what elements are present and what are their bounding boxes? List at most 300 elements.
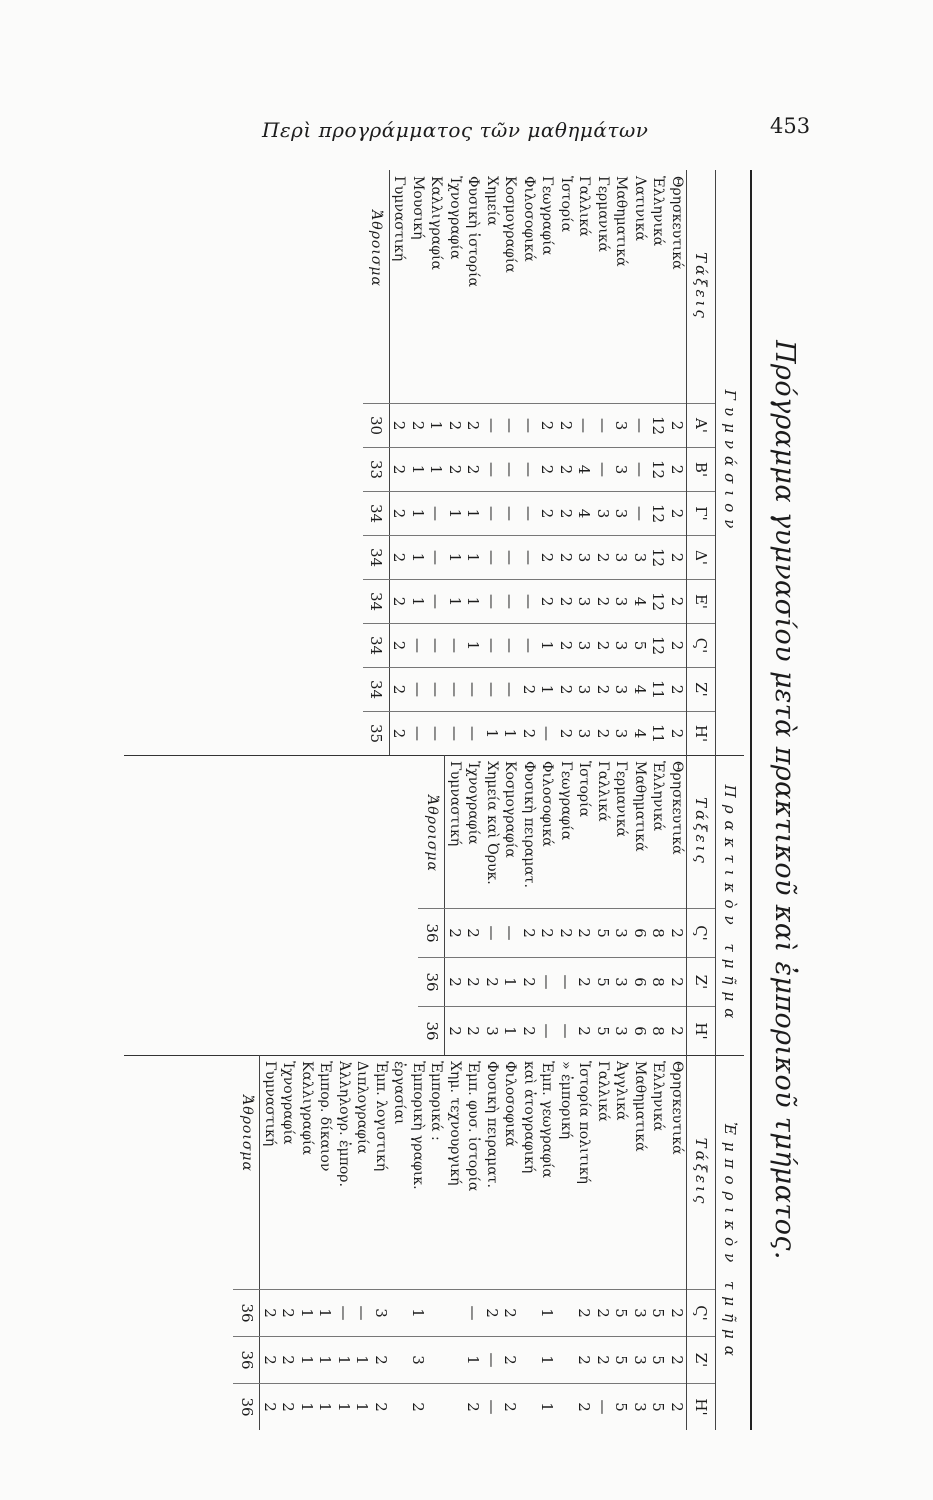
hours-cell: 2: [445, 958, 464, 1007]
hours-cell: [520, 1337, 539, 1384]
hours-cell: 2: [557, 492, 576, 536]
hours-cell: 2: [390, 580, 409, 624]
subject-cell: καὶ ἀτογραφική: [521, 1061, 537, 1174]
total-cell: 34: [363, 580, 390, 624]
subject-cell: Ἱστορία: [558, 176, 574, 233]
table-row: [668, 170, 687, 755]
hours-cell: 12: [649, 580, 668, 624]
hours-cell: 2: [501, 1337, 520, 1384]
hours-cell: 2: [557, 624, 576, 668]
hours-cell: 3: [575, 712, 594, 756]
hours-cell: —: [520, 624, 539, 668]
hours-cell: 2: [390, 668, 409, 712]
hours-cell: 1: [335, 1337, 354, 1384]
hours-cell: 3: [631, 536, 650, 580]
table-row: [575, 755, 594, 1055]
hours-cell: 2: [372, 1384, 391, 1431]
hours-cell: 2: [557, 536, 576, 580]
hours-cell: 1: [538, 1290, 557, 1337]
table-row: [501, 1055, 520, 1430]
hours-cell: 1: [316, 1337, 335, 1384]
hours-cell: 2: [575, 1337, 594, 1384]
hours-cell: 2: [464, 958, 483, 1007]
table-row: [427, 1055, 446, 1430]
hours-cell: 4: [631, 580, 650, 624]
hours-cell: —: [464, 668, 483, 712]
hours-cell: 5: [649, 1290, 668, 1337]
hours-cell: 8: [649, 1007, 668, 1056]
hours-cell: 1: [446, 536, 465, 580]
column-header: Η': [687, 1007, 716, 1056]
hours-cell: 3: [483, 1007, 502, 1056]
hours-cell: 1: [538, 1337, 557, 1384]
hours-cell: 1: [464, 624, 483, 668]
table-row: [557, 1055, 576, 1430]
column-header: Ζ': [687, 958, 716, 1007]
hours-cell: 2: [446, 448, 465, 492]
hours-cell: 2: [260, 1337, 279, 1384]
subject-cell: Ἱστορία πολιτική: [576, 1061, 593, 1184]
hours-cell: 3: [575, 624, 594, 668]
hours-cell: 11: [649, 712, 668, 756]
hours-cell: 12: [649, 536, 668, 580]
subject-cell: Γεωγραφία: [558, 761, 574, 841]
hours-cell: 6: [631, 909, 650, 958]
subject-cell: Ἀγγλικά: [613, 1061, 630, 1121]
hours-cell: 2: [594, 536, 613, 580]
hours-cell: 1: [464, 1337, 483, 1384]
subject-cell: Γερμανικά: [613, 761, 630, 837]
table-header-row: [687, 755, 716, 1055]
table-row: [575, 1055, 594, 1430]
subject-cell: Γεωγραφία: [539, 176, 556, 256]
hours-cell: 4: [631, 668, 650, 712]
table-row: [279, 1055, 298, 1430]
subject-cell: Φυσικὴ πειραματ.: [484, 1061, 500, 1188]
hours-cell: —: [427, 536, 446, 580]
hours-cell: 1: [538, 668, 557, 712]
table-row: [501, 755, 520, 1055]
hours-cell: 1: [316, 1384, 335, 1431]
table-row: [298, 1055, 317, 1430]
hours-cell: —: [538, 1007, 557, 1056]
subject-cell: ἐργασίαι: [391, 1061, 408, 1125]
subject-cell: Φιλοσοφικά: [502, 1061, 519, 1147]
hours-cell: 3: [575, 536, 594, 580]
hours-cell: 1: [464, 492, 483, 536]
hours-cell: 2: [501, 1290, 520, 1337]
hours-cell: 2: [668, 1384, 687, 1431]
table-header-row: [687, 170, 716, 755]
table-row: [631, 170, 650, 755]
subject-cell: » ἐμπορική: [558, 1061, 574, 1140]
hours-cell: 1: [446, 580, 465, 624]
subject-cell: Κοσμογραφία: [502, 176, 519, 273]
hours-cell: 3: [575, 580, 594, 624]
hours-cell: 3: [612, 712, 631, 756]
commercial-section: [124, 1055, 744, 1430]
hours-cell: 5: [612, 1384, 631, 1431]
hours-cell: 2: [557, 668, 576, 712]
hours-cell: 8: [649, 909, 668, 958]
hours-cell: 2: [464, 404, 483, 448]
subject-cell: Διπλογραφία: [354, 1061, 371, 1154]
hours-cell: 2: [390, 404, 409, 448]
hours-cell: 2: [557, 580, 576, 624]
commercial-table: [234, 1055, 716, 1430]
total-cell: 36: [234, 1337, 261, 1384]
hours-cell: [520, 1290, 539, 1337]
hours-cell: 2: [538, 448, 557, 492]
hours-cell: 2: [594, 1337, 613, 1384]
hours-cell: [520, 1384, 539, 1431]
hours-cell: 2: [538, 909, 557, 958]
hours-cell: 5: [594, 1007, 613, 1056]
hours-cell: —: [483, 668, 502, 712]
subject-cell: Φιλοσοφικά: [521, 176, 537, 262]
hours-cell: 2: [445, 909, 464, 958]
column-header: Ε': [687, 580, 716, 624]
hours-cell: —: [594, 404, 613, 448]
hours-cell: 5: [631, 624, 650, 668]
hours-cell: 1: [298, 1384, 317, 1431]
subject-cell: Φιλοσοφικά: [539, 761, 556, 847]
hours-cell: 1: [316, 1290, 335, 1337]
hours-cell: —: [520, 404, 539, 448]
hours-cell: 6: [631, 958, 650, 1007]
hours-cell: 2: [390, 448, 409, 492]
hours-cell: 2: [668, 1290, 687, 1337]
hours-cell: 4: [631, 712, 650, 756]
hours-cell: 3: [612, 1007, 631, 1056]
section-heading: Ἐμπορικὸν τμῆμα: [715, 1055, 744, 1430]
hours-cell: —: [483, 492, 502, 536]
hours-cell: 2: [520, 958, 539, 1007]
total-cell: 36: [419, 958, 446, 1007]
hours-cell: 4: [575, 448, 594, 492]
column-header: Γ': [687, 492, 716, 536]
column-header: Ϛ': [687, 909, 716, 958]
hours-cell: 2: [409, 404, 428, 448]
hours-cell: 2: [464, 1384, 483, 1431]
table-row: [557, 755, 576, 1055]
hours-cell: [390, 1384, 409, 1431]
hours-cell: —: [501, 448, 520, 492]
hours-cell: 1: [409, 536, 428, 580]
hours-cell: —: [557, 1007, 576, 1056]
section-heading: Πρακτικὸν τμῆμα: [715, 755, 744, 1055]
hours-cell: 8: [649, 958, 668, 1007]
hours-cell: 3: [612, 448, 631, 492]
subject-cell: Φυσικὴ πειραματ.: [521, 761, 537, 888]
total-row: [234, 1055, 261, 1430]
hours-cell: [557, 1337, 576, 1384]
hours-cell: —: [557, 958, 576, 1007]
table-row: [612, 170, 631, 755]
hours-cell: —: [353, 1290, 372, 1337]
hours-cell: 1: [427, 404, 446, 448]
hours-cell: 3: [594, 492, 613, 536]
subject-cell: Μαθηματικά: [632, 761, 648, 852]
hours-cell: 2: [575, 1290, 594, 1337]
subject-cell: Φυσικὴ ἱστορία: [465, 176, 482, 288]
table-row: [594, 1055, 613, 1430]
table-row: [649, 1055, 668, 1430]
hours-cell: 2: [483, 1290, 502, 1337]
hours-cell: —: [427, 624, 446, 668]
hours-cell: —: [427, 712, 446, 756]
hours-cell: 1: [298, 1337, 317, 1384]
hours-cell: 2: [668, 1337, 687, 1384]
hours-cell: 2: [594, 1290, 613, 1337]
total-cell: 36: [419, 909, 446, 958]
hours-cell: 2: [260, 1384, 279, 1431]
hours-cell: —: [501, 624, 520, 668]
hours-cell: [557, 1384, 576, 1431]
subject-cell: Ἐμπ. φυσ. ἱστορία: [465, 1061, 482, 1192]
hours-cell: 2: [594, 712, 613, 756]
table-row: [260, 1055, 279, 1430]
hours-cell: 1: [427, 448, 446, 492]
table-row: [353, 1055, 372, 1430]
hours-cell: 1: [409, 448, 428, 492]
hours-cell: 3: [612, 536, 631, 580]
hours-cell: 2: [464, 448, 483, 492]
subject-cell: Γυμναστική: [262, 1061, 278, 1147]
total-cell: 36: [419, 1007, 446, 1056]
subject-cell: Γυμναστική: [447, 761, 463, 847]
column-header: Ζ': [687, 668, 716, 712]
table-row: [594, 755, 613, 1055]
hours-cell: 12: [649, 448, 668, 492]
hours-cell: 3: [631, 1337, 650, 1384]
table-row: [538, 755, 557, 1055]
table-row: [483, 755, 502, 1055]
total-cell: 34: [363, 536, 390, 580]
table-row: [409, 1055, 428, 1430]
hours-cell: 2: [538, 580, 557, 624]
table-row: [446, 1055, 465, 1430]
hours-cell: 1: [538, 624, 557, 668]
hours-cell: 1: [483, 712, 502, 756]
column-header: Η': [687, 1384, 716, 1431]
total-cell: 34: [363, 668, 390, 712]
hours-cell: —: [427, 492, 446, 536]
hours-cell: 3: [409, 1337, 428, 1384]
hours-cell: 2: [464, 909, 483, 958]
table-row: [446, 170, 465, 755]
total-row: [363, 170, 390, 755]
hours-cell: 2: [575, 1007, 594, 1056]
table-row: [409, 170, 428, 755]
hours-cell: —: [575, 404, 594, 448]
hours-cell: 1: [353, 1337, 372, 1384]
practical-table: [419, 755, 716, 1055]
table-row: [668, 755, 687, 1055]
hours-cell: —: [520, 448, 539, 492]
table-row: [612, 755, 631, 1055]
hours-cell: 2: [538, 492, 557, 536]
subject-cell: Χημεία καὶ Ὀρυκ.: [484, 761, 500, 885]
hours-cell: 2: [445, 1007, 464, 1056]
subject-cell: Ἑλληνικά: [650, 761, 667, 832]
hours-cell: [446, 1337, 465, 1384]
subject-cell: Ἐμπ. λογιστική: [373, 1061, 389, 1172]
subject-cell: Ἀλληλογρ. ἐμπορ.: [336, 1061, 352, 1187]
hours-cell: 2: [668, 536, 687, 580]
hours-cell: 2: [575, 1384, 594, 1431]
hours-cell: 2: [668, 909, 687, 958]
subject-cell: Ἰχνογραφία: [465, 761, 482, 845]
hours-cell: 2: [279, 1337, 298, 1384]
hours-cell: 3: [612, 958, 631, 1007]
running-head: Περὶ προγράμματος τῶν μαθημάτων: [262, 118, 649, 142]
hours-cell: —: [427, 668, 446, 712]
hours-cell: 2: [501, 1384, 520, 1431]
hours-cell: —: [538, 958, 557, 1007]
hours-cell: 5: [594, 909, 613, 958]
table-row: [483, 170, 502, 755]
column-header-label: Τάξεις: [687, 755, 716, 909]
hours-cell: 2: [557, 712, 576, 756]
column-header: Ζ': [687, 1337, 716, 1384]
hours-cell: 2: [409, 1384, 428, 1431]
column-header: Η': [687, 712, 716, 756]
hours-cell: 2: [538, 536, 557, 580]
hours-cell: 5: [649, 1337, 668, 1384]
hours-cell: 1: [501, 958, 520, 1007]
rotated-table-block: [112, 170, 802, 1430]
hours-cell: 11: [649, 668, 668, 712]
hours-cell: [446, 1384, 465, 1431]
hours-cell: 3: [631, 1384, 650, 1431]
table-row: [390, 170, 409, 755]
subject-cell: Ἰχνογραφία: [447, 176, 463, 260]
subject-cell: Κοσμογραφία: [502, 761, 519, 858]
subject-cell: Ἰχνογραφία: [280, 1061, 297, 1145]
page-number: 453: [770, 114, 811, 138]
subject-cell: Ἐμπορικά :: [428, 1061, 445, 1141]
subject-cell: Γαλλικά: [595, 761, 611, 822]
hours-cell: —: [409, 624, 428, 668]
hours-cell: [390, 1337, 409, 1384]
table-row: [631, 755, 650, 1055]
hours-cell: 2: [464, 1007, 483, 1056]
table-row: [483, 1055, 502, 1430]
subject-cell: Καλλιγραφία: [299, 1061, 315, 1155]
hours-cell: 2: [557, 909, 576, 958]
section-heading: Γυμνάσιον: [715, 170, 744, 755]
hours-cell: 5: [612, 1290, 631, 1337]
hours-cell: —: [501, 404, 520, 448]
hours-cell: —: [520, 580, 539, 624]
hours-cell: —: [446, 668, 465, 712]
hours-cell: [427, 1337, 446, 1384]
hours-cell: 5: [612, 1337, 631, 1384]
hours-cell: 1: [446, 492, 465, 536]
hours-cell: 3: [612, 909, 631, 958]
table-row: [335, 1055, 354, 1430]
hours-cell: 1: [464, 580, 483, 624]
hours-cell: 2: [668, 958, 687, 1007]
table-row: [520, 170, 539, 755]
table-row: [464, 755, 483, 1055]
total-label: Ἄθροισμα: [363, 170, 390, 404]
hours-cell: 2: [520, 712, 539, 756]
total-cell: 34: [363, 624, 390, 668]
hours-cell: —: [538, 712, 557, 756]
hours-cell: 2: [668, 712, 687, 756]
title-rule: [750, 170, 752, 1430]
subject-cell: Θρησκευτικά: [669, 1061, 685, 1155]
hours-cell: 2: [446, 404, 465, 448]
hours-cell: 2: [575, 909, 594, 958]
hours-cell: —: [501, 492, 520, 536]
subject-cell: Χημεία: [484, 176, 500, 226]
subject-cell: Γυμναστική: [391, 176, 408, 262]
hours-cell: 2: [668, 624, 687, 668]
hours-cell: 2: [260, 1290, 279, 1337]
total-row: [419, 755, 446, 1055]
hours-cell: 2: [390, 536, 409, 580]
hours-cell: 2: [390, 492, 409, 536]
column-header: Α': [687, 404, 716, 448]
hours-cell: —: [446, 624, 465, 668]
table-row: [316, 1055, 335, 1430]
hours-cell: 1: [501, 1007, 520, 1056]
table-row: [464, 1055, 483, 1430]
subject-cell: Ἑλληνικά: [650, 176, 667, 247]
subject-cell: Μουσική: [410, 176, 426, 240]
hours-cell: 3: [612, 492, 631, 536]
hours-cell: —: [483, 580, 502, 624]
table-row: [520, 1055, 539, 1430]
table-row: [557, 170, 576, 755]
subject-cell: Γερμανικά: [595, 176, 611, 252]
table-row: [464, 170, 483, 755]
table-row: [594, 170, 613, 755]
total-cell: 34: [363, 492, 390, 536]
hours-cell: 1: [409, 580, 428, 624]
hours-cell: 3: [612, 668, 631, 712]
subject-cell: Ἐμπ. γεωγραφία: [539, 1061, 556, 1178]
hours-cell: [390, 1290, 409, 1337]
subject-cell: Γαλλικά: [576, 176, 593, 237]
hours-cell: —: [520, 536, 539, 580]
hours-cell: 2: [594, 580, 613, 624]
hours-cell: —: [520, 492, 539, 536]
hours-cell: [427, 1290, 446, 1337]
hours-cell: —: [483, 404, 502, 448]
table-row: [427, 170, 446, 755]
hours-cell: 1: [298, 1290, 317, 1337]
hours-cell: 2: [668, 492, 687, 536]
hours-cell: 2: [390, 712, 409, 756]
hours-cell: 1: [501, 712, 520, 756]
total-cell: 36: [234, 1290, 261, 1337]
table-row: [520, 755, 539, 1055]
hours-cell: —: [594, 448, 613, 492]
subject-cell: Γαλλικά: [595, 1061, 611, 1122]
hours-cell: 2: [594, 624, 613, 668]
hours-cell: 3: [575, 668, 594, 712]
hours-cell: 2: [668, 1007, 687, 1056]
total-label: Ἄθροισμα: [234, 1055, 261, 1290]
subject-cell: Λατινικά: [632, 176, 648, 242]
hours-cell: 3: [612, 580, 631, 624]
hours-cell: 1: [335, 1384, 354, 1431]
table-row: [390, 1055, 409, 1430]
